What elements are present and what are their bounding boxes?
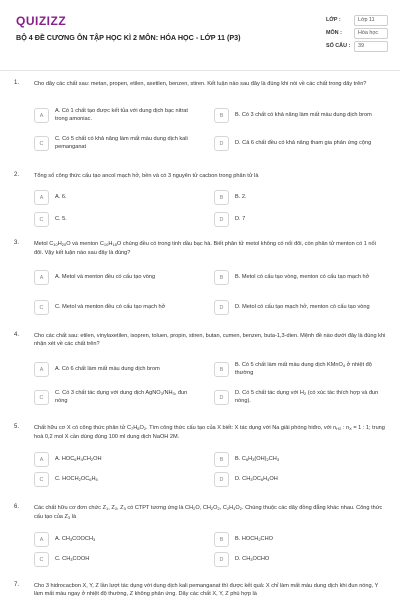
count-value: 39 bbox=[354, 41, 388, 52]
question-number: 2. bbox=[14, 172, 20, 178]
option-d[interactable] bbox=[214, 300, 380, 315]
option-letter-badge: B bbox=[214, 190, 229, 205]
question-text: Metol $C_{10}H_{20}O$ và menton $C_{10}H_{18}O$ chúng đều có trong tinh dầu bạc hà. Biết phân tử metol không có nối đôi, còn phân tử menton có 1 nối đôi. Vậy kết luận nào sau đây là đúng? bbox=[34, 241, 376, 257]
option-text: C. 5. bbox=[55, 215, 67, 222]
option-b[interactable] bbox=[214, 270, 380, 285]
option-letter-badge: A bbox=[34, 532, 49, 547]
option-letter-badge: B bbox=[214, 108, 229, 123]
option-d[interactable] bbox=[214, 136, 380, 151]
option-text: C. Có 5 chất có khả năng làm mất màu dung dịch kali pemanganat bbox=[55, 136, 188, 150]
subject-label: MÔN : bbox=[326, 30, 342, 36]
question-number: 1. bbox=[14, 80, 20, 86]
option-letter-badge: C bbox=[34, 300, 49, 315]
option-b[interactable] bbox=[214, 452, 380, 467]
option-letter-badge: D bbox=[214, 300, 229, 315]
class-label: LỚP : bbox=[326, 17, 341, 23]
option-text: D. $CH_3OC_6H_4OH$ bbox=[235, 475, 278, 482]
option-c[interactable] bbox=[34, 136, 200, 151]
option-letter-badge: A bbox=[34, 362, 49, 377]
count-label: SỐ CÂU : bbox=[326, 43, 351, 49]
option-a[interactable] bbox=[34, 190, 200, 205]
option-text: A. Metol và menton đều có cấu tạo vòng bbox=[55, 273, 156, 280]
option-text: D. Có 5 chất tác dụng với $H_2$ (có xúc tác thích hợp và đun nóng). bbox=[235, 390, 379, 404]
option-text: C. Metol và menton đều có cấu tạo mạch hở bbox=[55, 303, 166, 310]
option-letter-badge: C bbox=[34, 136, 49, 151]
option-text: B. Có 5 chất làm mất màu dung dịch KMnO$_4$ ở nhiệt độ thường bbox=[235, 362, 372, 376]
header-divider bbox=[0, 70, 400, 71]
question-text: Cho 3 hidrocacbon X, Y, Z lần lượt tác dụng với dung dịch kali pemanganat thì được kết quả: X chỉ làm mất màu dung dịch khi đun nóng, Y làm mất màu ngay ở nhiệt độ thường, Z không phản ứng. Dãy các chất X, Y, Z phù hợp là bbox=[34, 583, 379, 598]
option-b[interactable] bbox=[214, 362, 380, 377]
option-letter-badge: D bbox=[214, 212, 229, 227]
option-text: D. $CH_3OCHO$ bbox=[235, 555, 270, 562]
question-text: Các chất hữu cơ đơn chức $Z_1$, $Z_2$, $Z_3$ có CTPT tương ứng là $CH_2O$, $CH_2O_2$, $C_2H_4O_2$. Chúng thuộc các dãy đồng đẳng khác nhau. Công thức cấu tạo của $Z_3$ là bbox=[34, 505, 383, 521]
page-title: BỘ 4 ĐỀ CƯƠNG ÔN TẬP HỌC KÌ 2 MÔN: HÓA HỌC - LỚP 11 (P3) bbox=[16, 33, 241, 42]
question-text: Tổng số công thức cấu tạo ancol mạch hở, bền và có 3 nguyên tử cacbon trong phân tử là bbox=[34, 173, 259, 179]
option-text: B. $C_6H_3(OH)_2CH_3$ bbox=[235, 455, 280, 462]
option-a[interactable] bbox=[34, 108, 200, 123]
option-letter-badge: A bbox=[34, 270, 49, 285]
option-b[interactable] bbox=[214, 108, 380, 123]
option-letter-badge: A bbox=[34, 190, 49, 205]
option-text: B. $HOCH_2CHO$ bbox=[235, 535, 273, 542]
option-d[interactable] bbox=[214, 390, 380, 405]
option-letter-badge: B bbox=[214, 532, 229, 547]
option-a[interactable] bbox=[34, 532, 200, 547]
question-number: 6. bbox=[14, 504, 20, 510]
class-value: Lớp 11 bbox=[354, 15, 388, 26]
question-text: Cho các chất sau: etilen, vinylaxetilen, isopren, toluen, propin, stiren, butan, cumen, benzen, buta-1,3-dien. Mệnh đề nào dưới đây là đúng khi nhận xét về các chất trên? bbox=[34, 333, 386, 348]
question-text: Cho dãy các chất sau: metan, propen, etilen, axetilen, benzen, stiren. Kết luận nào sau đây là đúng khi nói về các chất trong dãy trên? bbox=[34, 81, 367, 87]
option-letter-badge: B bbox=[214, 270, 229, 285]
meta-count-row bbox=[326, 40, 388, 52]
question-number: 5. bbox=[14, 424, 20, 430]
option-letter-badge: D bbox=[214, 136, 229, 151]
option-d[interactable] bbox=[214, 212, 380, 227]
option-a[interactable] bbox=[34, 362, 200, 377]
question-text: Chất hữu cơ X có công thức phân tử $C_7H_8O_2$. Tìm công thức cấu tạo của X biết: X tác dụng với Na giải phóng hiđro, với $n_{H2}$ : $n_X = 1$ : 1; trung hoà 0,2 mol X cần dùng đúng 100 ml dung dịch NaOH 2M. bbox=[34, 425, 385, 441]
option-text: B. 2. bbox=[235, 193, 247, 200]
option-b[interactable] bbox=[214, 190, 380, 205]
option-text: B. Có 3 chất có khả năng làm mất màu dung dịch brom bbox=[235, 111, 372, 118]
option-text: B. Metol có cấu tạo vòng, menton có cấu tạo mạch hở bbox=[235, 273, 370, 280]
option-a[interactable] bbox=[34, 270, 200, 285]
meta-panel bbox=[326, 14, 388, 52]
option-text: A. 6. bbox=[55, 193, 67, 200]
meta-subject-row bbox=[326, 27, 388, 39]
option-c[interactable] bbox=[34, 390, 200, 405]
option-b[interactable] bbox=[214, 532, 380, 547]
option-text: A. Có 6 chất làm mất màu dung dịch brom bbox=[55, 365, 160, 372]
option-letter-badge: D bbox=[214, 390, 229, 405]
option-letter-badge: A bbox=[34, 108, 49, 123]
quizizz-logo: QUIZIZZ bbox=[16, 14, 67, 28]
option-text: A. $HOC_6H_4CH_2OH$ bbox=[55, 455, 102, 462]
option-letter-badge: D bbox=[214, 472, 229, 487]
option-letter-badge: C bbox=[34, 212, 49, 227]
option-c[interactable] bbox=[34, 300, 200, 315]
subject-value: Hóa học bbox=[354, 28, 388, 39]
option-text: C. Có 3 chất tác dụng với dung dịch $AgNO_3/NH_3$, đun nóng bbox=[55, 390, 188, 404]
option-letter-badge: C bbox=[34, 472, 49, 487]
option-text: A. Có 1 chất tạo được kết tủa với dung dịch bạc nitrat trong amoniac. bbox=[55, 108, 188, 122]
option-text: D. Cả 6 chất đều có khả năng tham gia phản ứng cộng bbox=[235, 139, 372, 146]
option-letter-badge: C bbox=[34, 390, 49, 405]
option-text: C. $CH_3COOH$ bbox=[55, 555, 90, 562]
option-letter-badge: B bbox=[214, 362, 229, 377]
question-number: 7. bbox=[14, 582, 20, 588]
option-text: D. 7 bbox=[235, 215, 246, 222]
option-a[interactable] bbox=[34, 452, 200, 467]
meta-class-row bbox=[326, 14, 388, 26]
question-number: 4. bbox=[14, 332, 20, 338]
option-d[interactable] bbox=[214, 472, 380, 487]
option-c[interactable] bbox=[34, 212, 200, 227]
option-letter-badge: B bbox=[214, 452, 229, 467]
option-text: D. Metol có cấu tạo mạch hở, menton có cấu tạo vòng bbox=[235, 303, 370, 310]
option-letter-badge: A bbox=[34, 452, 49, 467]
option-letter-badge: C bbox=[34, 552, 49, 567]
option-c[interactable] bbox=[34, 472, 200, 487]
option-c[interactable] bbox=[34, 552, 200, 567]
option-letter-badge: D bbox=[214, 552, 229, 567]
question-number: 3. bbox=[14, 240, 20, 246]
option-text: A. $CH_3COOCH_3$ bbox=[55, 535, 96, 542]
option-d[interactable] bbox=[214, 552, 380, 567]
option-text: C. $HOCH_2OC_6H_5$ bbox=[55, 475, 98, 482]
header bbox=[0, 0, 400, 64]
